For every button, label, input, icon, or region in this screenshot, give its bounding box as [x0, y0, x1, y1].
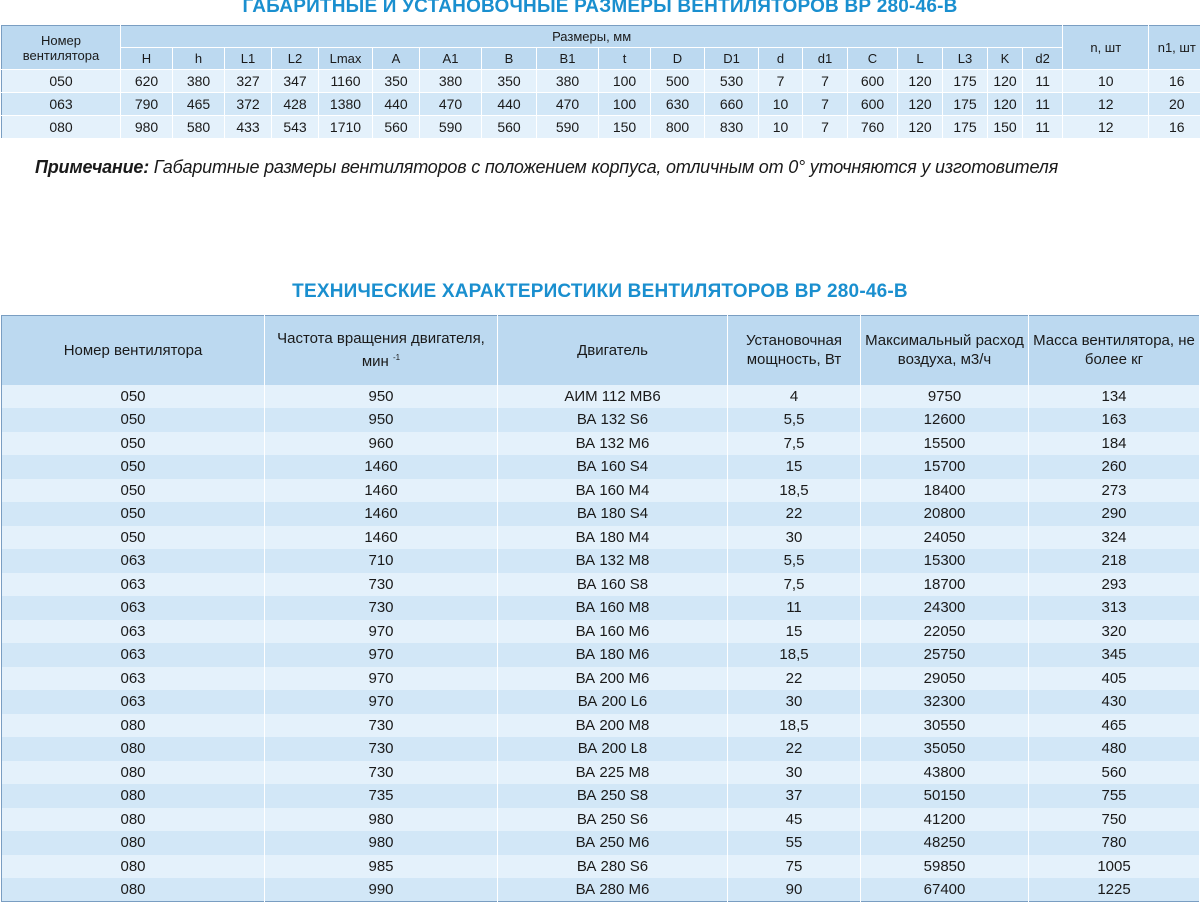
mass-cell: 134	[1029, 385, 1200, 409]
power-cell: 18,5	[728, 479, 861, 503]
power-cell: 75	[728, 855, 861, 879]
dimension-cell: 465	[173, 93, 225, 116]
airflow-cell: 15500	[861, 432, 1029, 456]
mass-cell: 1005	[1029, 855, 1200, 879]
motor-cell: ВА 160 S8	[498, 573, 728, 597]
tech-header-row	[2, 316, 1200, 385]
dimension-cell: 150	[988, 116, 1023, 139]
dimensions-header-row	[2, 26, 1200, 48]
n1-cell: 16	[1149, 116, 1200, 139]
airflow-cell: 22050	[861, 620, 1029, 644]
mass-cell: 345	[1029, 643, 1200, 667]
motor-cell: ВА 200 М8	[498, 714, 728, 738]
fan-number-cell: 050	[2, 385, 265, 409]
dimension-cell: 350	[373, 70, 420, 93]
dimension-cell: 372	[225, 93, 272, 116]
dimension-columns-row	[2, 48, 1200, 70]
dimension-cell: 11	[1023, 116, 1063, 139]
dimension-cell: 120	[898, 93, 943, 116]
speed-cell: 730	[265, 761, 498, 785]
table-row	[2, 596, 1200, 620]
dimension-column-header: d1	[803, 48, 848, 70]
motor-cell: ВА 200 L8	[498, 737, 728, 761]
motor-cell: ВА 160 М8	[498, 596, 728, 620]
airflow-cell: 9750	[861, 385, 1029, 409]
fan-number-cell: 080	[2, 831, 265, 855]
dimension-cell: 350	[482, 70, 537, 93]
mass-cell: 755	[1029, 784, 1200, 808]
dimension-column-header: h	[173, 48, 225, 70]
airflow-cell: 24300	[861, 596, 1029, 620]
dimension-cell: 1380	[319, 93, 373, 116]
speed-cell: 985	[265, 855, 498, 879]
tech-table	[1, 315, 1200, 902]
n-header: n, шт	[1063, 26, 1149, 70]
power-cell: 22	[728, 502, 861, 526]
airflow-cell: 24050	[861, 526, 1029, 550]
dimensions-title: ГАБАРИТНЫЕ И УСТАНОВОЧНЫЕ РАЗМЕРЫ ВЕНТИЛЯТОРОВ ВР 280-46-В	[242, 0, 958, 17]
table-row	[2, 737, 1200, 761]
n1-cell: 16	[1149, 70, 1200, 93]
fan-number-cell: 050	[2, 408, 265, 432]
note-label: Примечание:	[35, 157, 149, 177]
airflow-cell: 15700	[861, 455, 1029, 479]
motor-cell: ВА 200 L6	[498, 690, 728, 714]
mass-cell: 218	[1029, 549, 1200, 573]
dimension-cell: 7	[803, 116, 848, 139]
speed-cell: 730	[265, 573, 498, 597]
power-cell: 7,5	[728, 573, 861, 597]
mass-cell: 750	[1029, 808, 1200, 832]
motor-cell: ВА 250 М6	[498, 831, 728, 855]
dimension-column-header: Lmax	[319, 48, 373, 70]
speed-cell: 735	[265, 784, 498, 808]
fan-number-cell: 050	[2, 479, 265, 503]
table-row	[2, 761, 1200, 785]
dimension-cell: 440	[482, 93, 537, 116]
speed-cell: 950	[265, 385, 498, 409]
fan-number-cell: 063	[2, 573, 265, 597]
speed-cell: 730	[265, 737, 498, 761]
table-row	[2, 455, 1200, 479]
dimension-cell: 175	[943, 70, 988, 93]
fan-number-cell: 080	[2, 808, 265, 832]
dimension-cell: 543	[272, 116, 319, 139]
power-cell: 22	[728, 737, 861, 761]
mass-cell: 184	[1029, 432, 1200, 456]
speed-cell: 1460	[265, 455, 498, 479]
fan-number-cell: 050	[2, 526, 265, 550]
mass-cell: 405	[1029, 667, 1200, 691]
motor-cell: ВА 200 М6	[498, 667, 728, 691]
dimension-cell: 790	[121, 93, 173, 116]
airflow-cell: 41200	[861, 808, 1029, 832]
dimension-column-header: H	[121, 48, 173, 70]
mass-cell: 313	[1029, 596, 1200, 620]
power-cell: 55	[728, 831, 861, 855]
dimension-column-header: C	[848, 48, 898, 70]
airflow-cell: 35050	[861, 737, 1029, 761]
dimension-cell: 120	[898, 116, 943, 139]
fan-number-cell: 063	[2, 667, 265, 691]
dimension-cell: 7	[803, 93, 848, 116]
dimension-cell: 327	[225, 70, 272, 93]
dimension-column-header: t	[599, 48, 651, 70]
dimension-column-header: A1	[420, 48, 482, 70]
table-row	[2, 643, 1200, 667]
table-row	[2, 690, 1200, 714]
speed-cell: 970	[265, 667, 498, 691]
dimension-cell: 428	[272, 93, 319, 116]
speed-cell: 960	[265, 432, 498, 456]
dimensions-table	[1, 25, 1200, 139]
fan-number-cell: 050	[2, 70, 121, 93]
dimension-cell: 175	[943, 93, 988, 116]
fan-number-cell: 080	[2, 714, 265, 738]
n1-cell: 20	[1149, 93, 1200, 116]
table-row	[2, 432, 1200, 456]
dimension-column-header: D	[651, 48, 705, 70]
fan-number-cell: 063	[2, 93, 121, 116]
table-row	[2, 116, 1200, 139]
motor-cell: ВА 180 S4	[498, 502, 728, 526]
dimension-cell: 7	[759, 70, 803, 93]
motor-cell: ВА 132 М8	[498, 549, 728, 573]
airflow-cell: 48250	[861, 831, 1029, 855]
dimension-cell: 175	[943, 116, 988, 139]
dimension-cell: 433	[225, 116, 272, 139]
dimension-column-header: K	[988, 48, 1023, 70]
mass-cell: 465	[1029, 714, 1200, 738]
note	[35, 157, 1058, 178]
table-row	[2, 831, 1200, 855]
speed-cell: 710	[265, 549, 498, 573]
table-row	[2, 385, 1200, 409]
dimension-cell: 100	[599, 70, 651, 93]
power-cell: 18,5	[728, 643, 861, 667]
power-header: Установочная мощность, Вт	[728, 316, 861, 385]
dimension-cell: 470	[420, 93, 482, 116]
airflow-cell: 12600	[861, 408, 1029, 432]
fan-number-cell: 050	[2, 455, 265, 479]
table-row	[2, 502, 1200, 526]
dimension-cell: 470	[537, 93, 599, 116]
speed-cell: 1460	[265, 502, 498, 526]
fan-number-cell: 080	[2, 784, 265, 808]
mass-cell: 780	[1029, 831, 1200, 855]
table-row	[2, 549, 1200, 573]
motor-cell: ВА 180 М6	[498, 643, 728, 667]
dimension-cell: 380	[537, 70, 599, 93]
power-cell: 7,5	[728, 432, 861, 456]
dimension-cell: 440	[373, 93, 420, 116]
dimension-cell: 10	[759, 93, 803, 116]
power-cell: 18,5	[728, 714, 861, 738]
dimension-cell: 600	[848, 93, 898, 116]
note-text: Габаритные размеры вентиляторов с положением корпуса, отличным от 0° уточняются у изготовителя	[149, 157, 1059, 177]
dimension-column-header: B1	[537, 48, 599, 70]
fan-number-cell: 063	[2, 643, 265, 667]
motor-cell: ВА 160 М6	[498, 620, 728, 644]
speed-cell: 730	[265, 596, 498, 620]
fan-number-cell: 063	[2, 596, 265, 620]
dimension-column-header: L	[898, 48, 943, 70]
power-cell: 30	[728, 526, 861, 550]
table-row	[2, 808, 1200, 832]
fan-number-cell: 080	[2, 737, 265, 761]
n-cell: 12	[1063, 93, 1149, 116]
dimension-cell: 620	[121, 70, 173, 93]
dimension-cell: 980	[121, 116, 173, 139]
dimension-cell: 11	[1023, 93, 1063, 116]
dimension-cell: 1160	[319, 70, 373, 93]
speed-header	[265, 316, 498, 385]
speed-header-text: Частота вращения двигателя, мин	[277, 330, 485, 371]
mass-cell: 430	[1029, 690, 1200, 714]
fan-number-cell: 080	[2, 855, 265, 879]
dimension-cell: 10	[759, 116, 803, 139]
fan-number-header: Номер вентилятора	[2, 26, 121, 70]
dimension-cell: 380	[420, 70, 482, 93]
dimension-cell: 560	[482, 116, 537, 139]
dimension-column-header: B	[482, 48, 537, 70]
dimension-column-header: L1	[225, 48, 272, 70]
dimension-cell: 347	[272, 70, 319, 93]
fan-number-cell: 063	[2, 620, 265, 644]
power-cell: 15	[728, 620, 861, 644]
mass-cell: 480	[1029, 737, 1200, 761]
table-row	[2, 93, 1200, 116]
power-cell: 11	[728, 596, 861, 620]
dimension-cell: 380	[173, 70, 225, 93]
mass-cell: 273	[1029, 479, 1200, 503]
fan-number-cell: 080	[2, 878, 265, 902]
power-cell: 30	[728, 761, 861, 785]
mass-cell: 560	[1029, 761, 1200, 785]
dimension-cell: 830	[705, 116, 759, 139]
dimension-cell: 600	[848, 70, 898, 93]
mass-cell: 260	[1029, 455, 1200, 479]
speed-unit-sup: -1	[393, 353, 401, 363]
table-row	[2, 408, 1200, 432]
table-row	[2, 667, 1200, 691]
mass-header: Масса вентилятора, не более кг	[1029, 316, 1200, 385]
n-cell: 10	[1063, 70, 1149, 93]
airflow-cell: 29050	[861, 667, 1029, 691]
fan-number-cell: 050	[2, 502, 265, 526]
dimension-cell: 560	[373, 116, 420, 139]
motor-cell: ВА 280 М6	[498, 878, 728, 902]
motor-cell: ВА 250 S6	[498, 808, 728, 832]
dimension-cell: 590	[537, 116, 599, 139]
fan-number-cell: 080	[2, 116, 121, 139]
airflow-cell: 18400	[861, 479, 1029, 503]
table-row	[2, 526, 1200, 550]
motor-cell: ВА 225 М8	[498, 761, 728, 785]
table-row	[2, 620, 1200, 644]
speed-cell: 730	[265, 714, 498, 738]
airflow-cell: 20800	[861, 502, 1029, 526]
table-row	[2, 878, 1200, 902]
dimension-cell: 100	[599, 93, 651, 116]
power-cell: 22	[728, 667, 861, 691]
power-cell: 90	[728, 878, 861, 902]
dimension-column-header: L2	[272, 48, 319, 70]
mass-cell: 1225	[1029, 878, 1200, 902]
motor-header: Двигатель	[498, 316, 728, 385]
mass-cell: 163	[1029, 408, 1200, 432]
motor-cell: ВА 132 М6	[498, 432, 728, 456]
n1-header: n1, шт	[1149, 26, 1200, 70]
table-row	[2, 70, 1200, 93]
mass-cell: 290	[1029, 502, 1200, 526]
dimension-cell: 800	[651, 116, 705, 139]
power-cell: 37	[728, 784, 861, 808]
speed-cell: 980	[265, 831, 498, 855]
tech-title: ТЕХНИЧЕСКИЕ ХАРАКТЕРИСТИКИ ВЕНТИЛЯТОРОВ ВР 280-46-В	[292, 281, 908, 302]
dimension-cell: 630	[651, 93, 705, 116]
dimension-cell: 500	[651, 70, 705, 93]
table-row	[2, 784, 1200, 808]
dimension-cell: 660	[705, 93, 759, 116]
power-cell: 4	[728, 385, 861, 409]
motor-cell: ВА 160 S4	[498, 455, 728, 479]
motor-cell: АИМ 112 МВ6	[498, 385, 728, 409]
dimension-column-header: d	[759, 48, 803, 70]
motor-cell: ВА 180 М4	[498, 526, 728, 550]
table-row	[2, 855, 1200, 879]
dimension-column-header: A	[373, 48, 420, 70]
fan-number-cell: 080	[2, 761, 265, 785]
dimension-cell: 580	[173, 116, 225, 139]
speed-cell: 1460	[265, 479, 498, 503]
motor-cell: ВА 250 S8	[498, 784, 728, 808]
dimension-column-header: D1	[705, 48, 759, 70]
speed-cell: 950	[265, 408, 498, 432]
table-row	[2, 573, 1200, 597]
power-cell: 45	[728, 808, 861, 832]
airflow-cell: 43800	[861, 761, 1029, 785]
motor-cell: ВА 132 S6	[498, 408, 728, 432]
mass-cell: 293	[1029, 573, 1200, 597]
power-cell: 30	[728, 690, 861, 714]
speed-cell: 990	[265, 878, 498, 902]
power-cell: 5,5	[728, 549, 861, 573]
motor-cell: ВА 160 М4	[498, 479, 728, 503]
dimension-cell: 150	[599, 116, 651, 139]
dimension-cell: 760	[848, 116, 898, 139]
mass-cell: 320	[1029, 620, 1200, 644]
table-row	[2, 479, 1200, 503]
airflow-cell: 15300	[861, 549, 1029, 573]
speed-cell: 970	[265, 643, 498, 667]
airflow-cell: 50150	[861, 784, 1029, 808]
speed-cell: 980	[265, 808, 498, 832]
dimension-cell: 120	[988, 93, 1023, 116]
dimension-column-header: d2	[1023, 48, 1063, 70]
dimension-cell: 11	[1023, 70, 1063, 93]
dimension-cell: 1710	[319, 116, 373, 139]
sizes-group-header: Размеры, мм	[121, 26, 1063, 48]
table-row	[2, 714, 1200, 738]
fan-number-cell: 050	[2, 432, 265, 456]
airflow-cell: 18700	[861, 573, 1029, 597]
power-cell: 15	[728, 455, 861, 479]
dimension-cell: 530	[705, 70, 759, 93]
airflow-header: Максимальный расход воздуха, м3/ч	[861, 316, 1029, 385]
fan-number-header: Номер вентилятора	[2, 316, 265, 385]
dimension-column-header: L3	[943, 48, 988, 70]
airflow-cell: 30550	[861, 714, 1029, 738]
fan-number-cell: 063	[2, 690, 265, 714]
airflow-cell: 59850	[861, 855, 1029, 879]
fan-number-cell: 063	[2, 549, 265, 573]
airflow-cell: 25750	[861, 643, 1029, 667]
n-cell: 12	[1063, 116, 1149, 139]
airflow-cell: 67400	[861, 878, 1029, 902]
airflow-cell: 32300	[861, 690, 1029, 714]
mass-cell: 324	[1029, 526, 1200, 550]
speed-cell: 970	[265, 690, 498, 714]
speed-cell: 1460	[265, 526, 498, 550]
dimension-cell: 7	[803, 70, 848, 93]
speed-cell: 970	[265, 620, 498, 644]
dimension-cell: 120	[898, 70, 943, 93]
motor-cell: ВА 280 S6	[498, 855, 728, 879]
dimension-cell: 120	[988, 70, 1023, 93]
power-cell: 5,5	[728, 408, 861, 432]
dimension-cell: 590	[420, 116, 482, 139]
